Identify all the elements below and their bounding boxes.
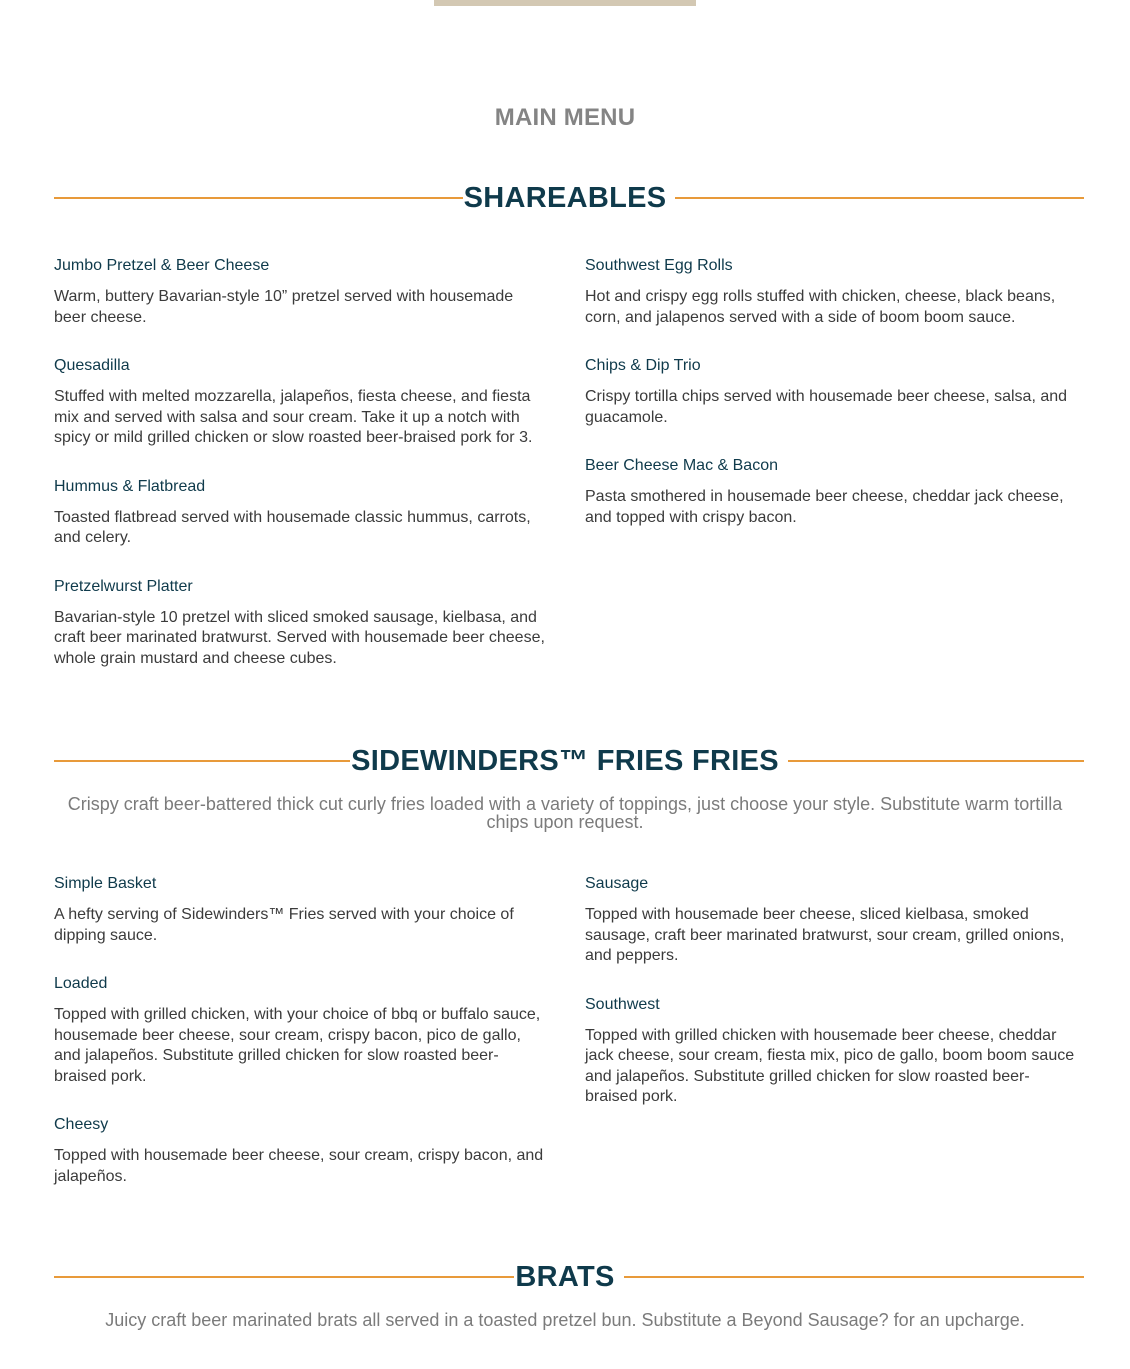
item-description: Topped with grilled chicken with housemade beer cheese, cheddar jack cheese, sour cream, fiesta mix, pico de gallo, boom boom sauce and jalapeños. Substitute grilled chicken for slow roasted beer-braised pork.: [585, 1026, 1075, 1105]
item-name: Simple Basket: [54, 875, 157, 892]
fries-left-column: [54, 874, 546, 1215]
section-title: BRATS: [514, 1259, 623, 1295]
section-heading-brats: [54, 1259, 1084, 1295]
menu-item: [585, 995, 1077, 1108]
item-description: Hot and crispy egg rolls stuffed with chicken, cheese, black beans, corn, and jalapenos served with a side of boom boom sauce.: [585, 288, 1056, 326]
item-description: Toasted flatbread served with housemade classic hummus, carrots, and celery.: [54, 508, 531, 546]
section-description: Juicy craft beer marinated brats all served in a toasted pretzel bun. Substitute a Beyond Sausage? for an upcharge.: [105, 1310, 1025, 1330]
item-description: Topped with grilled chicken, with your choice of bbq or buffalo sauce, housemade beer cheese, sour cream, crispy bacon, pico de gallo, and jalapeños. Substitute grilled chicken for slow roasted beer-braised pork.: [54, 1006, 541, 1085]
item-name: Sausage: [585, 875, 649, 892]
item-description: Pasta smothered in housemade beer cheese, cheddar jack cheese, and topped with crispy bacon.: [585, 488, 1064, 526]
item-name: Cheesy: [54, 1116, 109, 1133]
item-description: Crispy tortilla chips served with housemade beer cheese, salsa, and guacamole.: [585, 388, 1068, 426]
menu-item: [585, 256, 1077, 328]
menu-item: [585, 456, 1077, 528]
menu-item: [54, 256, 546, 328]
item-description: Stuffed with melted mozzarella, jalapeños, fiesta cheese, and fiesta mix and served with salsa and sour cream. Take it up a notch with spicy or mild grilled chicken or slow roasted beer-braised pork for 3.: [54, 388, 533, 446]
section-description: Crispy craft beer-battered thick cut curly fries loaded with a variety of toppings, just choose your style. Substitute warm tortilla chips upon request.: [67, 794, 1063, 832]
menu-item: [54, 477, 546, 549]
menu-item: [585, 874, 1077, 967]
item-description: Warm, buttery Bavarian-style 10” pretzel served with housemade beer cheese.: [54, 288, 514, 326]
menu-item: [54, 874, 546, 946]
shareables-right-column: [585, 256, 1077, 556]
item-name: Quesadilla: [54, 357, 130, 374]
item-name: Chips & Dip Trio: [585, 357, 701, 374]
item-description: A hefty serving of Sidewinders™ Fries served with your choice of dipping sauce.: [54, 906, 514, 944]
item-description: Topped with housemade beer cheese, sour cream, crispy bacon, and jalapeños.: [54, 1147, 544, 1185]
item-name: Hummus & Flatbread: [54, 477, 206, 495]
section-title: SIDEWINDERS™ FRIES FRIES: [350, 743, 788, 779]
top-tab-decoration: [434, 0, 696, 6]
item-name: Beer Cheese Mac & Bacon: [585, 457, 778, 474]
section-heading-shareables: [54, 180, 1084, 216]
menu-item: [585, 356, 1077, 428]
fries-right-column: [585, 874, 1077, 1136]
item-name: Southwest Egg Rolls: [585, 257, 733, 274]
section-title: SHAREABLES: [463, 180, 676, 216]
item-name: Southwest: [585, 995, 660, 1013]
item-name: Jumbo Pretzel & Beer Cheese: [54, 257, 270, 274]
menu-item: [54, 1115, 546, 1187]
item-description: Bavarian-style 10 pretzel with sliced smoked sausage, kielbasa, and craft beer marinated bratwurst. Served with housemade beer cheese, whole grain mustard and cheese cubes.: [54, 608, 545, 667]
section-heading-fries: [54, 743, 1084, 779]
item-name: Pretzelwurst Platter: [54, 577, 193, 595]
menu-item: [54, 577, 546, 670]
menu-item: [54, 356, 546, 449]
item-description: Topped with housemade beer cheese, sliced kielbasa, smoked sausage, craft beer marinated bratwurst, sour cream, grilled onions, and peppers.: [585, 906, 1065, 964]
shareables-left-column: [54, 256, 546, 697]
menu-item: [54, 974, 546, 1087]
item-name: Loaded: [54, 975, 108, 992]
menu-title: MAIN MENU: [494, 104, 636, 131]
